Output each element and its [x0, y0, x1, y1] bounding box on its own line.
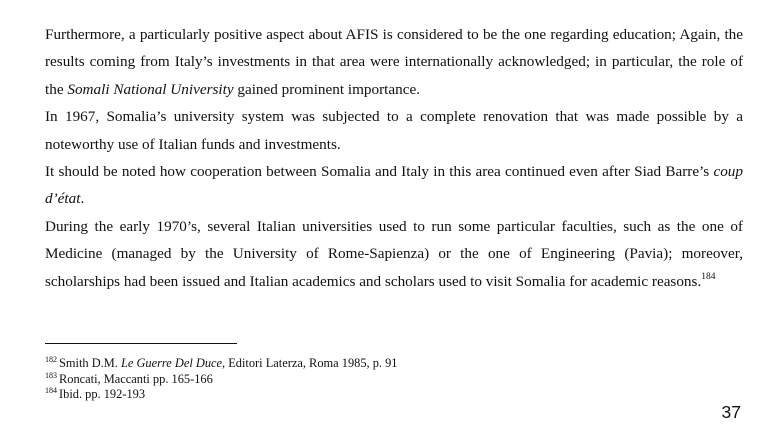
paragraph-cooperation-end: .	[80, 190, 85, 208]
paragraph-1967-renovation	[45, 103, 743, 158]
body-text	[45, 21, 743, 295]
paragraph-1970s-text: During the early 1970’s, several Italian universities used to run some particular faculties, such as the one of Medicine (managed by the University of Rome-Sapienza) or the one of Engineering (Pavia); moreover, scholarships had been issued and Italian academics and scholars used to visit Somalia for academic reasons.	[45, 217, 743, 290]
footnote-mark: 184	[45, 386, 57, 396]
footnote-text-end: , Editori Laterza, Roma 1985, p. 91	[222, 356, 398, 370]
somali-national-university-emphasis: Somali National University	[67, 80, 234, 98]
coup-detat-emphasis: coup d’état	[45, 163, 743, 208]
footnote-text: Smith D.M.	[59, 356, 121, 370]
paragraph-education-end: gained prominent importance.	[233, 80, 420, 98]
paragraph-cooperation-text: It should be noted how cooperation between Somalia and Italy in this area continued even after Siad Barre’s	[45, 163, 714, 181]
page-number: 37	[721, 402, 741, 422]
paragraph-1967-text: In 1967, Somalia’s university system was subjected to a complete renovation that was made possible by a noteworthy use of Italian funds and investments.	[45, 108, 743, 153]
footnote-184	[45, 387, 545, 403]
footnote-183	[45, 372, 545, 388]
footnote-separator	[45, 343, 237, 344]
footnote-text: Ibid. pp. 192-193	[59, 387, 146, 402]
footnote-mark: 183	[45, 370, 57, 380]
footnote-reference-184[interactable]: 184	[701, 271, 716, 282]
footnote-182	[45, 356, 545, 372]
footnote-text: Roncati, Maccanti pp. 165-166	[59, 371, 213, 386]
paragraph-education	[45, 21, 743, 103]
paragraph-cooperation	[45, 158, 743, 213]
paragraph-education-text: Furthermore, a particularly positive aspect about AFIS is considered to be the one regarding education; Again, the results coming from Italy’s investments in that area were internationally acknowledged; in particular, the role of the	[45, 26, 743, 98]
footnotes	[45, 356, 545, 403]
paragraph-1970s-universities	[45, 213, 743, 295]
footnote-book-title: Le Guerre Del Duce	[120, 356, 223, 370]
footnote-mark: 182	[45, 355, 57, 364]
